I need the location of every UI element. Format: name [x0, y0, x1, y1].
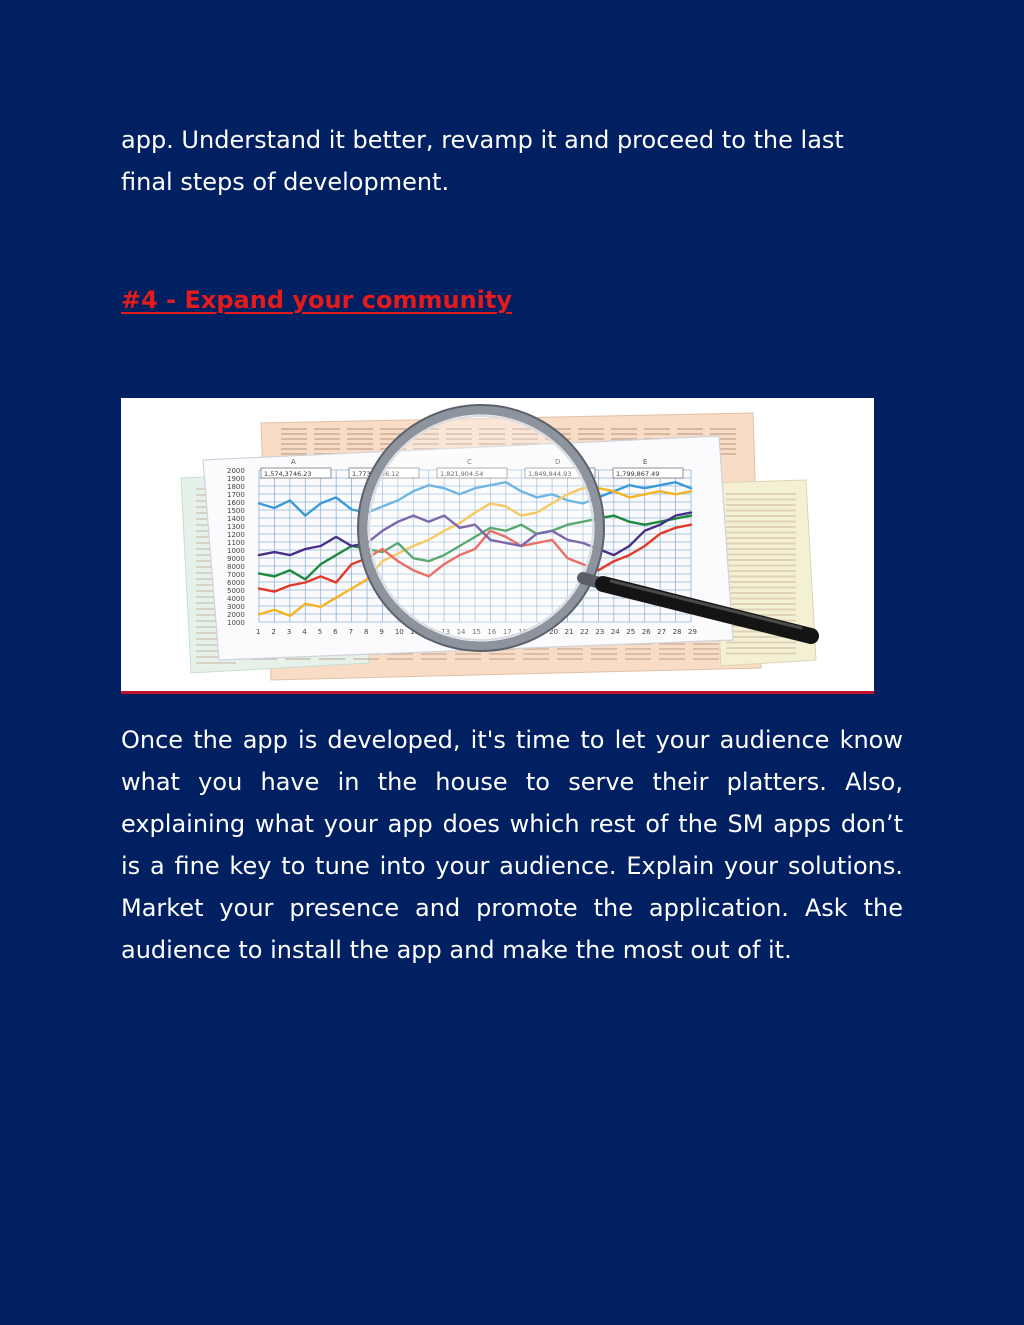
x-axis-tick-label: 25	[626, 628, 636, 636]
x-axis-tick-label: 19	[533, 628, 543, 636]
sheet-text-mark	[726, 587, 796, 589]
sheet-text-mark	[421, 653, 447, 655]
sheet-text-mark	[693, 653, 719, 655]
x-axis-tick-label: 9	[379, 628, 384, 636]
x-axis-tick-label: 27	[657, 628, 667, 636]
x-axis-tick-label: 26	[641, 628, 651, 636]
sheet-text-mark	[693, 658, 719, 660]
sheet-text-mark	[319, 658, 345, 660]
x-axis-tick-label: 24	[610, 628, 620, 636]
y-axis-tick-label: 4000	[227, 595, 245, 603]
y-axis-tick-label: 9000	[227, 555, 245, 563]
sheet-text-mark	[557, 648, 583, 650]
sheet-text-mark	[726, 537, 796, 539]
sheet-text-mark	[659, 648, 685, 650]
sheet-text-mark	[455, 653, 481, 655]
y-axis-tick-label: 1800	[227, 483, 245, 491]
y-axis-tick-label: 5000	[227, 587, 245, 595]
sheet-text-mark	[659, 653, 685, 655]
sheet-text-mark	[489, 653, 515, 655]
x-axis-tick-label: 14	[456, 628, 466, 636]
y-axis-tick-label: 6000	[227, 579, 245, 587]
x-axis-tick-label: 18	[518, 628, 528, 636]
x-axis-tick-label: 28	[672, 628, 682, 636]
sheet-text-mark	[557, 653, 583, 655]
sheet-text-mark	[281, 453, 307, 455]
value-box-label: 1,849,844.93	[528, 470, 572, 478]
sheet-text-mark	[726, 532, 796, 534]
sheet-text-mark	[625, 648, 651, 650]
x-axis-tick-label: 16	[487, 628, 497, 636]
y-axis-tick-label: 1100	[227, 539, 245, 547]
sheet-text-mark	[523, 658, 549, 660]
sheet-text-mark	[726, 603, 796, 605]
sheet-text-mark	[347, 448, 373, 450]
sheet-text-mark	[726, 493, 796, 495]
sheet-text-mark	[726, 653, 796, 655]
value-box-label: 1,799,867.49	[616, 470, 660, 478]
sheet-text-mark	[726, 515, 796, 517]
y-axis-tick-label: 1300	[227, 523, 245, 531]
sheet-text-mark	[726, 543, 796, 545]
sheet-text-mark	[578, 428, 604, 430]
sheet-text-mark	[347, 443, 373, 445]
y-axis-tick-label: 1600	[227, 499, 245, 507]
x-axis-tick-label: 5	[317, 628, 323, 636]
y-axis-tick-label: 2000	[227, 611, 245, 619]
sheet-text-mark	[421, 658, 447, 660]
chart-illustration-image	[121, 398, 874, 691]
sheet-text-mark	[611, 428, 637, 430]
sheet-text-mark	[625, 658, 651, 660]
sheet-text-mark	[578, 433, 604, 435]
sheet-text-mark	[726, 526, 796, 528]
sheet-text-mark	[353, 658, 379, 660]
body-paragraph: Once the app is developed, it's time to let your audience know what you have in the house to serve their platters. Also, explaining what your app does which rest of the SM apps don’t is a fine key to tune into your audience. Explain your solutions. Market your presence and promote the application. Ask the audience to install the app and make the most out of it.	[121, 726, 903, 964]
sheet-text-mark	[578, 438, 604, 440]
sheet-text-mark	[726, 598, 796, 600]
sheet-text-mark	[726, 570, 796, 572]
sheet-text-mark	[677, 428, 703, 430]
section-heading-link[interactable]: #4 - Expand your community	[121, 286, 513, 314]
sheet-text-mark	[523, 653, 549, 655]
sheet-text-mark	[455, 658, 481, 660]
x-axis-tick-label: 13	[441, 628, 451, 636]
y-axis-tick-label: 7000	[227, 571, 245, 579]
x-axis-tick-label: 4	[302, 628, 307, 636]
x-axis-tick-label: 23	[595, 628, 605, 636]
intro-paragraph: app. Understand it better, revamp it and proceed to the last final steps of development.	[121, 126, 844, 196]
y-axis-tick-label: 1200	[227, 531, 245, 539]
y-axis-tick-label: 2000	[227, 467, 245, 475]
sheet-text-mark	[726, 504, 796, 506]
sheet-text-mark	[644, 433, 670, 435]
value-box-label: 1,574,3746.23	[264, 470, 312, 478]
x-axis-tick-label: 10	[394, 628, 404, 636]
sheet-text-mark	[726, 499, 796, 501]
sheet-text-mark	[281, 438, 307, 440]
sheet-text-mark	[347, 433, 373, 435]
sheet-text-mark	[693, 643, 719, 645]
column-header-label: D	[555, 458, 561, 466]
y-axis-tick-label: 1700	[227, 491, 245, 499]
sheet-text-mark	[710, 433, 736, 435]
y-axis-tick-label: 1900	[227, 475, 245, 483]
x-axis-tick-label: 8	[364, 628, 369, 636]
sheet-text-mark	[314, 438, 340, 440]
sheet-text-mark	[726, 521, 796, 523]
sheet-text-mark	[726, 510, 796, 512]
sheet-text-mark	[489, 658, 515, 660]
sheet-text-mark	[281, 448, 307, 450]
y-axis-tick-label: 1000	[227, 547, 245, 555]
x-axis-tick-label: 29	[688, 628, 697, 636]
sheet-text-mark	[726, 576, 796, 578]
sheet-text-mark	[726, 559, 796, 561]
sheet-text-mark	[557, 658, 583, 660]
x-axis-tick-label: 3	[286, 628, 292, 636]
column-header-label: B	[379, 458, 384, 466]
sheet-text-mark	[710, 428, 736, 430]
sheet-text-mark	[285, 658, 311, 660]
sheet-text-mark	[380, 428, 406, 430]
y-axis-tick-label: 3000	[227, 603, 245, 611]
x-axis-tick-label: 22	[580, 628, 589, 636]
x-axis-tick-label: 11	[410, 628, 420, 636]
sheet-text-mark	[347, 428, 373, 430]
sheet-text-mark	[726, 592, 796, 594]
sheet-text-mark	[281, 443, 307, 445]
sheet-text-mark	[591, 648, 617, 650]
sheet-text-mark	[726, 565, 796, 567]
sheet-text-mark	[347, 438, 373, 440]
sheet-text-mark	[659, 658, 685, 660]
x-axis-tick-label: 12	[425, 628, 435, 636]
sheet-text-mark	[726, 581, 796, 583]
x-axis-tick-label: 15	[472, 628, 481, 636]
x-axis-tick-label: 21	[564, 628, 574, 636]
x-axis-tick-label: 1	[256, 628, 261, 636]
sheet-text-mark	[314, 428, 340, 430]
column-header-label: E	[643, 458, 648, 466]
y-axis-tick-label: 8000	[227, 563, 245, 571]
horizontal-rule	[121, 691, 874, 694]
sheet-text-mark	[591, 658, 617, 660]
sheet-text-mark	[387, 658, 413, 660]
column-header-label: C	[467, 458, 472, 466]
value-box-label: 1,821,904.54	[440, 470, 484, 478]
y-axis-tick-label: 1500	[227, 507, 245, 515]
x-axis-tick-label: 2	[271, 628, 276, 636]
sheet-text-mark	[281, 428, 307, 430]
column-header-label: A	[291, 458, 296, 466]
sheet-text-mark	[726, 548, 796, 550]
y-axis-tick-label: 1000	[227, 619, 245, 627]
sheet-text-mark	[726, 647, 796, 649]
x-axis-tick-label: 7	[348, 628, 354, 636]
sheet-text-mark	[644, 428, 670, 430]
x-axis-tick-label: 17	[502, 628, 512, 636]
x-axis-tick-label: 20	[549, 628, 559, 636]
y-axis-tick-label: 1400	[227, 515, 245, 523]
sheet-text-mark	[281, 433, 307, 435]
sheet-text-mark	[591, 653, 617, 655]
sheet-text-mark	[196, 662, 236, 664]
sheet-text-mark	[314, 448, 340, 450]
sheet-text-mark	[726, 642, 796, 644]
sheet-text-mark	[677, 433, 703, 435]
sheet-text-mark	[726, 554, 796, 556]
sheet-text-mark	[693, 648, 719, 650]
sheet-text-mark	[625, 653, 651, 655]
sheet-text-mark	[611, 433, 637, 435]
sheet-text-mark	[314, 433, 340, 435]
x-axis-tick-label: 6	[333, 628, 338, 636]
sheet-text-mark	[314, 443, 340, 445]
value-box-label: 1,773,3946.12	[352, 470, 400, 478]
